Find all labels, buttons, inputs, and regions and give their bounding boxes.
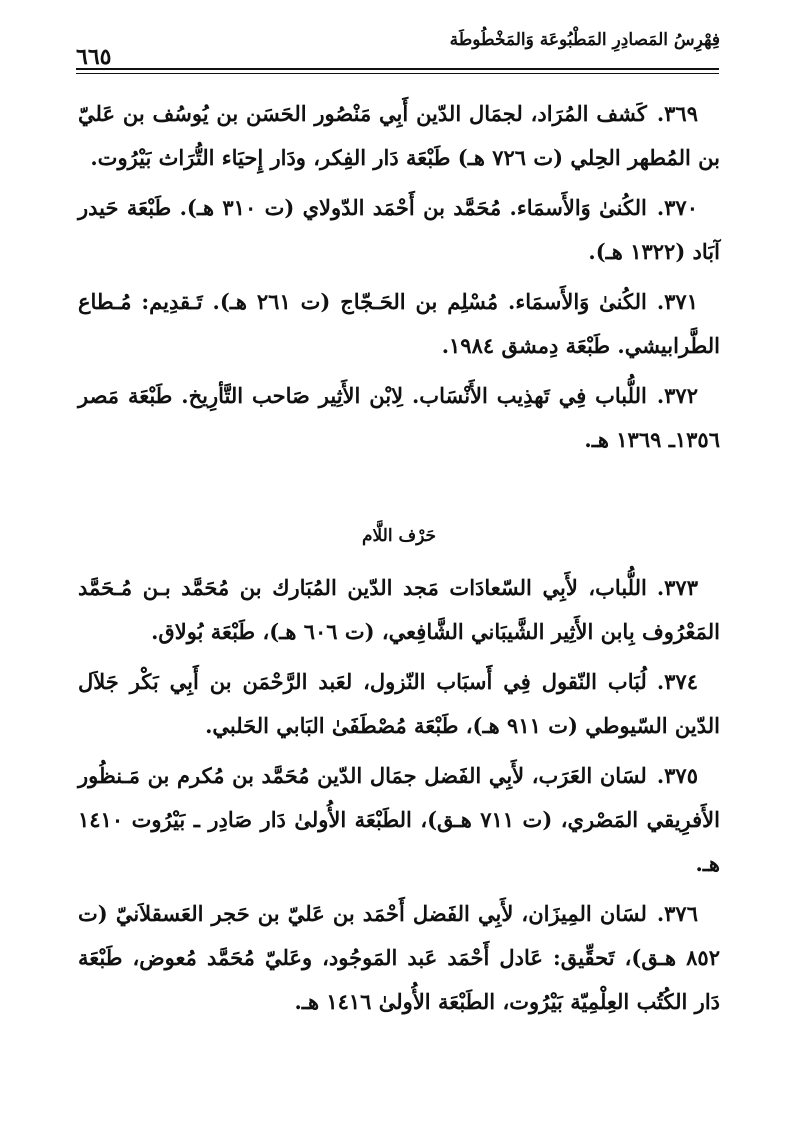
entry-text: اللُّباب، لأَبِي السّعادَات مَجد الدّين المُبَارك بن مُحَمَّد بـن مُـحَمَّد المَعْرُوف بِابن الأَثِير الشَّيبَاني الشَّافِعي، (ت ٦٠٦ هـ)، طَبْعَة بُولاق. bbox=[78, 575, 720, 644]
entry-text: كَشف المُرَاد، لجمَال الدّين أَبِي مَنْصُور الحَسَن بن يُوسُف بن عَليّ بن المُطهر الحِلي (ت ٧٢٦ هـ) طَبْعَة دَار الفِكر، ودَار إِحيَاء التُّرَاث بَيْرُوت. bbox=[78, 101, 720, 170]
entry-text: لسَان العَرَب، لأَبِي الفَضل جمَال الدّين مُحَمَّد بن مُكرم بن مَـنظُور الأَفرِيقي المَصْري، (ت ٧١١ هـق)، الطَبْعَة الأُولىٰ دَار صَادِر ـ بَيْرُوت ١٤١٠ هـ. bbox=[78, 763, 720, 876]
bibliography-entry-369 bbox=[78, 92, 720, 180]
bibliography-entry-374 bbox=[78, 660, 720, 748]
bibliography-entry-373 bbox=[78, 566, 720, 654]
section-heading: حَرْف اللَّام bbox=[361, 526, 436, 546]
bibliography-entry-371 bbox=[78, 280, 720, 368]
entry-text: اللُّباب فِي تَهذِيب الأَنْسَاب. لِابْن الأَثِير صَاحب التَّأرِيخ. طَبْعَة مَصر ١٣٥٦ـ ١٣٦٩ هـ. bbox=[78, 383, 720, 452]
header-rule-thin bbox=[76, 73, 719, 74]
entry-number: ٣٧٥. bbox=[656, 763, 698, 788]
running-title: فِهْرِسُ المَصادِرِ المَطْبُوعَة وَالمَخْطُوطَة bbox=[449, 30, 720, 50]
entry-number: ٣٧٤. bbox=[656, 669, 698, 694]
header-rule bbox=[76, 68, 719, 70]
entry-text: لُبَاب النّقول فِي أَسبَاب النّزول، لعَبد الرَّحْمَن بن أَبِي بَكْر جَلاَل الدّين السّيوطي (ت ٩١١ هـ)، طَبْعَة مُصْطَفَىٰ البَابي الحَلبي. bbox=[78, 669, 720, 738]
bibliography-entry-370 bbox=[78, 186, 720, 274]
entry-text: الكُنىٰ وَالأَسمَاء. مُحَمَّد بن أَحْمَد الدّولاي (ت ٣١٠ هـ). طَبْعَة حَيدر آبَاد (١٣٢٢ هـ). bbox=[78, 195, 720, 264]
entry-text: الكُنىٰ وَالأَسمَاء. مُسْلِم بن الحَـجّاج (ت ٢٦١ هـ). تَـقدِيم: مُـطاع الطَّرابيشي. طَبْعَة دِمشق ١٩٨٤. bbox=[78, 289, 720, 358]
bibliography-entry-372 bbox=[78, 374, 720, 462]
page-number: ٦٦٥ bbox=[76, 44, 112, 70]
entry-number: ٣٧٣. bbox=[656, 575, 698, 600]
bibliography-entry-376 bbox=[78, 892, 720, 1024]
page-body bbox=[78, 92, 720, 1030]
entry-number: ٣٧١. bbox=[656, 289, 698, 314]
entry-number: ٣٧٠. bbox=[656, 195, 698, 220]
entry-text: لسَان المِيزَان، لأَبِي الفَضل أَحْمَد بن عَليّ بن حَجر العَسقلاَنيّ (ت ٨٥٢ هـق)، تَحقِّيق: عَادل أَحْمَد عَبد المَوجُود، وعَليّ مُحَمَّد مُعوض، طَبْعَة دَار الكُتُب العِلْمِيّة بَيْرُوت، الطَبْعَة الأُولىٰ ١٤١٦ هـ. bbox=[78, 901, 720, 1014]
entry-number: ٣٦٩. bbox=[656, 101, 698, 126]
bibliography-entry-375 bbox=[78, 754, 720, 886]
entry-number: ٣٧٦. bbox=[656, 901, 698, 926]
entry-number: ٣٧٢. bbox=[656, 383, 698, 408]
